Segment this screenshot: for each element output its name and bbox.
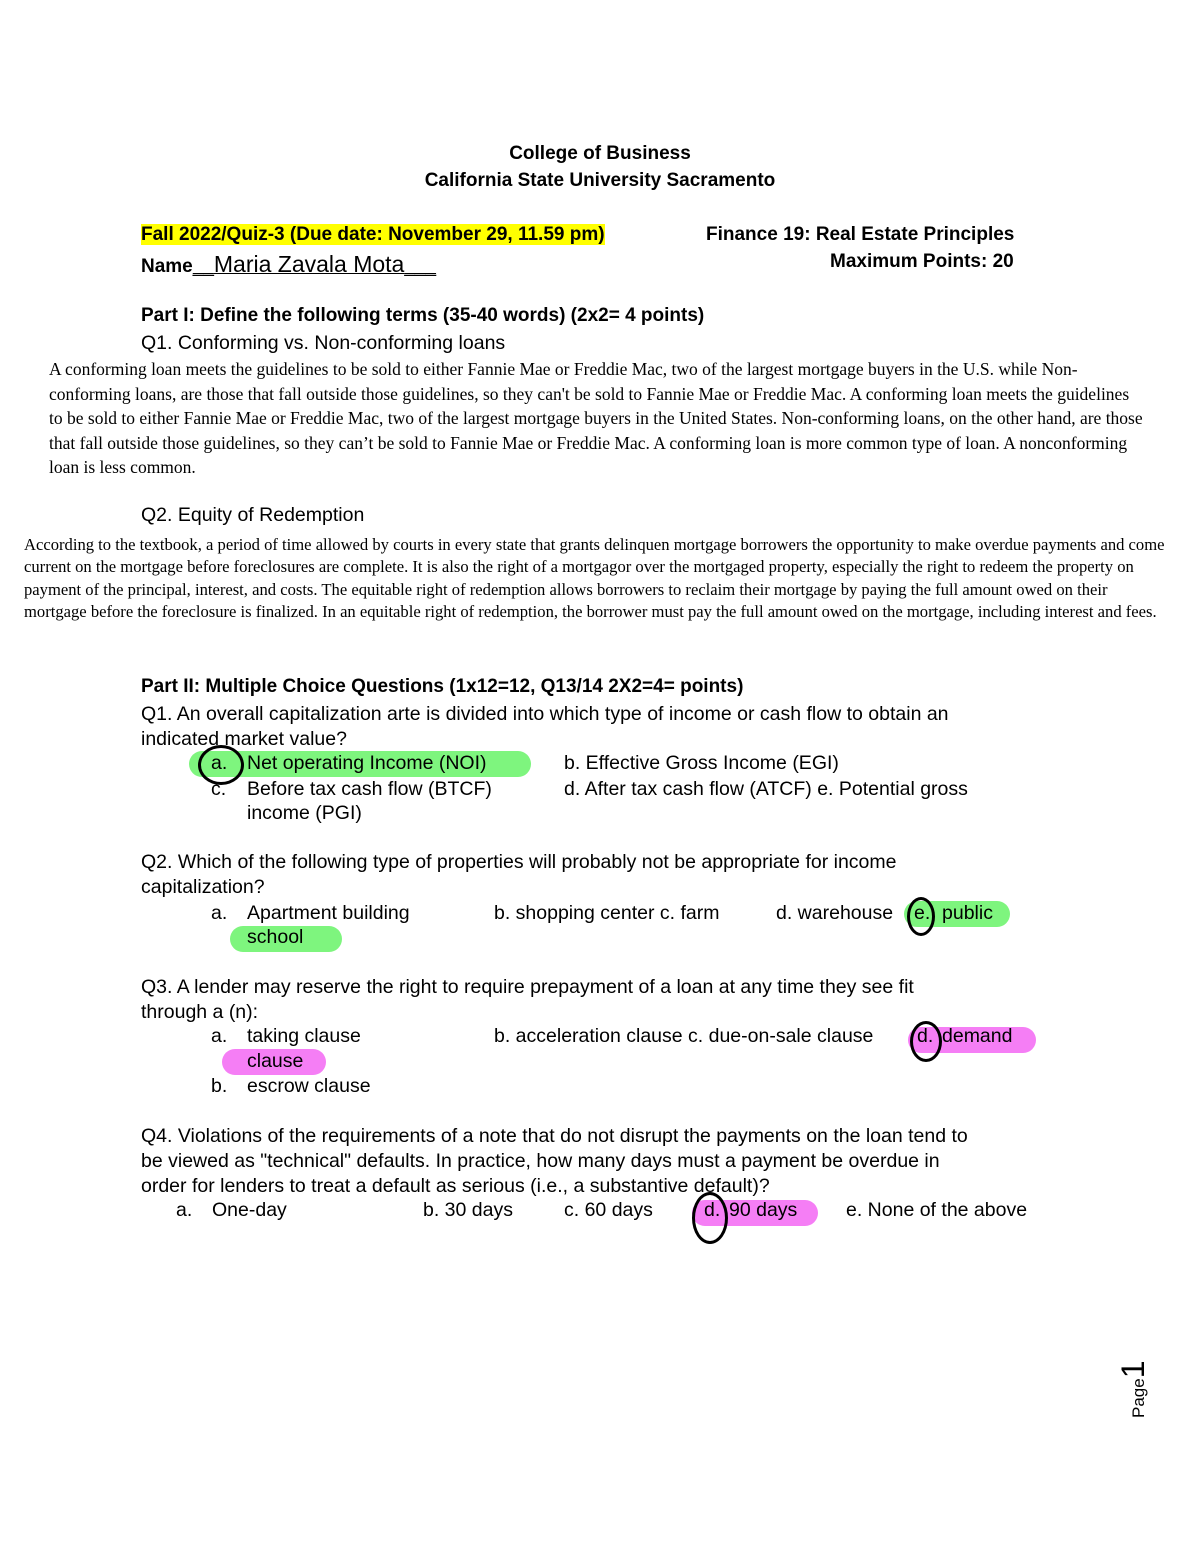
mc-q3-option-b2-marker[interactable]: b.: [211, 1075, 228, 1097]
page-number: 1: [1115, 1360, 1151, 1379]
mc-q1-option-b[interactable]: b. Effective Gross Income (EGI): [564, 752, 839, 774]
mc-q3-option-b-c[interactable]: b. acceleration clause c. due-on-sale clause: [494, 1025, 874, 1047]
mc-q3-option-d[interactable]: demand: [942, 1025, 1013, 1047]
mc-q2-option-d[interactable]: d. warehouse: [776, 902, 894, 924]
mc-q1-option-c[interactable]: Before tax cash flow (BTCF): [247, 778, 492, 800]
page-label: Page: [1129, 1378, 1148, 1418]
part2-title: Part II: Multiple Choice Questions (1x12=12, Q13/14 2X2=4= points): [141, 676, 744, 697]
mc-q4-option-b[interactable]: b. 30 days: [423, 1199, 513, 1221]
quiz-line: [141, 224, 605, 246]
part1-q1: Q1. Conforming vs. Non-conforming loans: [141, 332, 506, 354]
mc-q3-option-b2[interactable]: escrow clause: [247, 1075, 371, 1097]
mc-q1-option-a[interactable]: Net operating Income (NOI): [247, 752, 487, 774]
mc-q4-option-a-marker[interactable]: a.: [176, 1199, 193, 1221]
mc-q3-text-cont: through a (n):: [141, 1001, 259, 1023]
mc-q2-option-a[interactable]: Apartment building: [247, 902, 410, 924]
course-title: Finance 19: Real Estate Principles: [706, 224, 1015, 245]
mc-q3-text: Q3. A lender may reserve the right to require prepayment of a loan at any time they see fit: [141, 976, 914, 998]
mc-q2-text: Q2. Which of the following type of properties will probably not be appropriate for income: [141, 851, 897, 873]
mc-q2-option-e[interactable]: public: [942, 902, 993, 924]
mc-q2-option-a-marker[interactable]: a.: [211, 902, 228, 924]
mc-q3-option-d-cont: clause: [247, 1050, 304, 1072]
name-label: Name: [141, 256, 193, 277]
mc-q2-text-cont: capitalization?: [141, 876, 265, 898]
college-title: College of Business: [509, 143, 691, 164]
part1-answer1: A conforming loan meets the guidelines to be sold to either Fannie Mae or Freddie Mac, two of the largest mortgage buyers in the U.S. while Non-conforming loans, are those that fall outside those guidelines, so they can't be sold to Fannie Mae or Freddie Mac. A conforming loan meets the guidelines to be sold to either Fannie Mae or Freddie Mac, two of the largest mortgage buyers in the United States. Non-conforming loans, on the other hand, are those that fall outside those guidelines, so they can’t be sold to Fannie Mae or Freddie Mac. A conforming loan is more common type of loan. A nonconforming loan is less common.: [49, 359, 1143, 477]
mc-q1-text-cont: indicated market value?: [141, 728, 347, 750]
mc-q1-option-a-marker[interactable]: a.: [211, 752, 228, 774]
mc-q4-option-c[interactable]: c. 60 days: [564, 1199, 653, 1221]
page-number-block: [1115, 1338, 1151, 1418]
mc-q1-option-e-cont: income (PGI): [247, 802, 362, 824]
mc-q4-text: Q4. Violations of the requirements of a note that do not disrupt the payments on the loan tend to: [141, 1125, 968, 1147]
part1-q2: Q2. Equity of Redemption: [141, 504, 365, 526]
mc-q4-option-a[interactable]: One-day: [212, 1199, 287, 1221]
mc-q4-option-d-marker[interactable]: d.: [704, 1199, 721, 1221]
name-line: [141, 251, 436, 278]
mc-q3-option-a-marker[interactable]: a.: [211, 1025, 228, 1047]
max-points: Maximum Points: 20: [830, 251, 1014, 272]
quiz-due-date: Fall 2022/Quiz-3 (Due date: November 29, 11.59 pm): [141, 224, 605, 245]
mc-q4-text-cont1: be viewed as "technical" defaults. In practice, how many days must a payment be overdue in: [141, 1150, 940, 1172]
mc-q2-option-e-marker[interactable]: e.: [914, 902, 931, 924]
mc-q1-text: Q1. An overall capitalization arte is divided into which type of income or cash flow to obtain an: [141, 703, 949, 725]
mc-q2-option-b-c[interactable]: b. shopping center c. farm: [494, 902, 720, 924]
university-title: California State University Sacramento: [424, 170, 776, 191]
mc-q1-option-c-marker[interactable]: c.: [211, 778, 227, 800]
part1-answer2: According to the textbook, a period of time allowed by courts in every state that grants delinquen mortgage borrowers the opportunity to make overdue payments and come current on the mortgage before foreclosures are complete. It is also the right of a mortgagor over the mortgaged property, especially the right to redeem the property on payment of the principal, interest, and costs. The equitable right of redemption allows borrowers to reclaim their mortgage by paying the full amount owed on their mortgage before the foreclosure is finalized. In an equitable right of redemption, the borrower must pay the full amount owed on the mortgage, including interest and fees.: [24, 535, 1165, 621]
mc-q3-option-d-marker[interactable]: d.: [917, 1025, 934, 1047]
part1-title: Part I: Define the following terms (35-40 words) (2x2= 4 points): [141, 305, 705, 326]
mc-q4-option-e[interactable]: e. None of the above: [846, 1199, 1028, 1221]
name-field[interactable]: __Maria Zavala Mota___: [192, 251, 437, 277]
mc-q4-text-cont2: order for lenders to treat a default as serious (i.e., a substantive default)?: [141, 1175, 770, 1197]
mc-q2-option-e-cont: school: [247, 926, 304, 948]
mc-q4-option-d[interactable]: 90 days: [729, 1199, 798, 1221]
name-value: Maria Zavala Mota: [213, 251, 405, 277]
mc-q3-option-a[interactable]: taking clause: [247, 1025, 361, 1047]
mc-q1-option-d-e[interactable]: d. After tax cash flow (ATCF) e. Potential gross: [564, 778, 968, 800]
